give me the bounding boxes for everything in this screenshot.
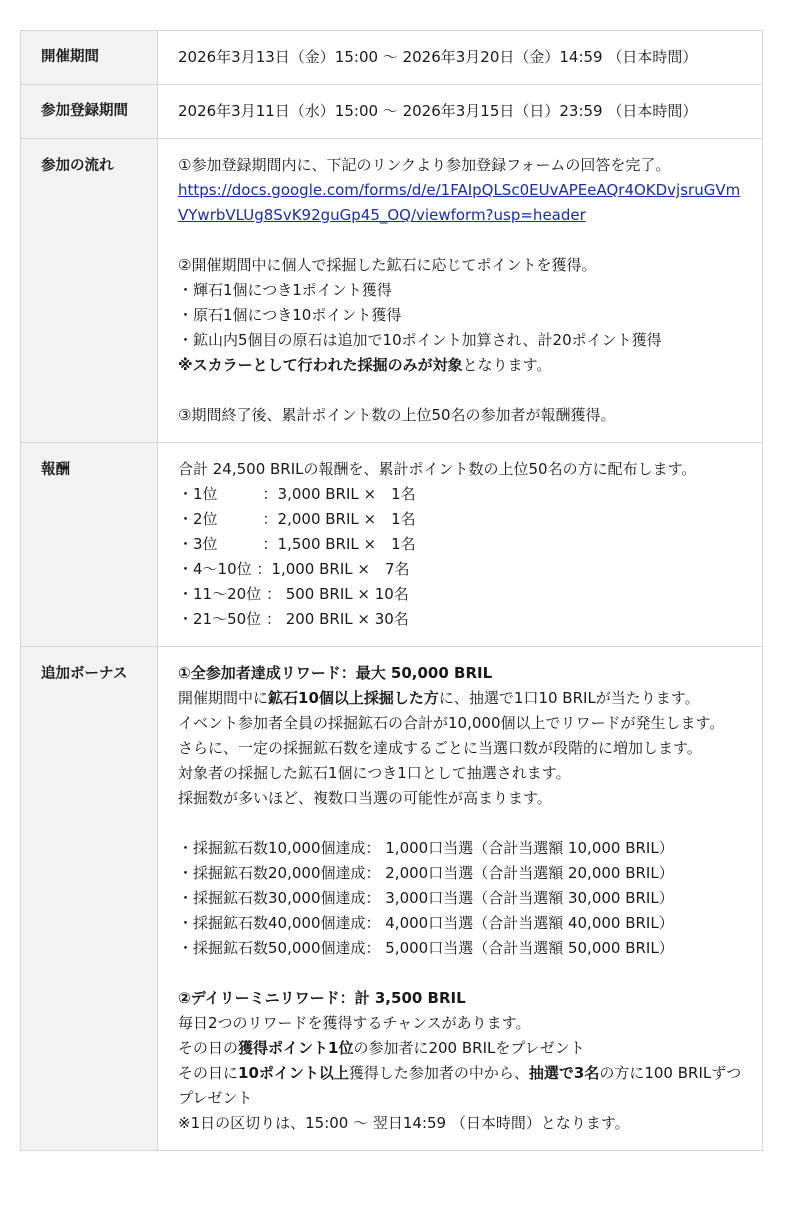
flow-item-1: ・輝石1個につき1ポイント獲得 [178, 281, 392, 299]
registration-label: 参加登録期間 [21, 85, 158, 139]
bonus2-title: ②デイリーミニリワード：計 3,500 BRIL [178, 989, 466, 1007]
reward-rank-line: ・4〜10位 ：1,000 BRIL × 7名 [178, 560, 410, 578]
flow-item-3: ・鉱山内5個目の原石は追加で10ポイント加算され、計20ポイント獲得 [178, 331, 662, 349]
period-label: 開催期間 [21, 31, 158, 85]
reward-rank-line: ・11〜20位 ： 500 BRIL × 10名 [178, 585, 409, 603]
bonus1-line4: 対象者の採掘した鉱石1個につき1口として抽選されます。 [178, 764, 571, 782]
bonus1-line5: 採掘数が多いほど、複数口当選の可能性が高まります。 [178, 789, 552, 807]
reward-rank-line: ・2位 ：2,000 BRIL × 1名 [178, 510, 416, 528]
bonus1-line2: イベント参加者全員の採掘鉱石の合計が10,000個以上でリワードが発生します。 [178, 714, 725, 732]
registration-form-link[interactable]: https://docs.google.com/forms/d/e/1FAIpQLSc0EUvAPEeAQr4OKDvjsruGVmVYwrbVLUg8SvK92guGp45_OQ/viewform?usp=header [178, 181, 741, 224]
reward-label: 報酬 [21, 443, 158, 647]
flow-step3: ③期間終了後、累計ポイント数の上位50名の参加者が報酬獲得。 [178, 406, 616, 424]
event-details-table [20, 30, 763, 1151]
reward-rank-line: ・3位 ：1,500 BRIL × 1名 [178, 535, 416, 553]
registration-value: 2026年3月11日（水）15:00 〜 2026年3月15日（日）23:59 （日本時間） [178, 102, 698, 120]
bonus-tier: ・採掘鉱石数30,000個達成： 3,000口当選（合計当選額 30,000 BRIL） [178, 889, 674, 907]
bonus2-line2: その日の獲得ポイント1位の参加者に200 BRILをプレゼント [178, 1039, 585, 1057]
flow-label: 参加の流れ [21, 139, 158, 443]
bonus2-line3: その日に10ポイント以上獲得した参加者の中から、抽選で3名の方に100 BRILずつプレゼント [178, 1064, 742, 1107]
row-registration [21, 85, 763, 139]
bonus2-line4: ※1日の区切りは、15:00 〜 翌日14:59 （日本時間）となります。 [178, 1114, 630, 1132]
bonus1-title: ①全参加者達成リワード：最大 50,000 BRIL [178, 664, 493, 682]
flow-step2: ②開催期間中に個人で採掘した鉱石に応じてポイントを獲得。 [178, 256, 597, 274]
row-reward [21, 443, 763, 647]
period-value: 2026年3月13日（金）15:00 〜 2026年3月20日（金）14:59 （日本時間） [178, 48, 698, 66]
bonus-label: 追加ボーナス [21, 647, 158, 1151]
event-details [20, 30, 762, 1151]
flow-note [178, 353, 750, 378]
bonus-tier: ・採掘鉱石数40,000個達成： 4,000口当選（合計当選額 40,000 BRIL） [178, 914, 674, 932]
reward-intro: 合計 24,500 BRILの報酬を、累計ポイント数の上位50名の方に配布します。 [178, 460, 697, 478]
bonus-tier: ・採掘鉱石数50,000個達成： 5,000口当選（合計当選額 50,000 BRIL） [178, 939, 674, 957]
flow-item-2: ・原石1個につき10ポイント獲得 [178, 306, 402, 324]
row-period [21, 31, 763, 85]
bonus-tier: ・採掘鉱石数10,000個達成： 1,000口当選（合計当選額 10,000 BRIL） [178, 839, 674, 857]
flow-note-rest: となります。 [462, 356, 552, 374]
bonus-tier: ・採掘鉱石数20,000個達成： 2,000口当選（合計当選額 20,000 BRIL） [178, 864, 674, 882]
flow-step1: ①参加登録期間内に、下記のリンクより参加登録フォームの回答を完了。 [178, 156, 671, 174]
row-flow [21, 139, 763, 443]
row-bonus [21, 647, 763, 1151]
bonus1-line3: さらに、一定の採掘鉱石数を達成するごとに当選口数が段階的に増加します。 [178, 739, 702, 757]
reward-rank-line: ・1位 ：3,000 BRIL × 1名 [178, 485, 416, 503]
flow-note-bold: ※スカラーとして行われた採掘のみが対象 [178, 356, 463, 374]
bonus1-line1: 開催期間中に鉱石10個以上採掘した方に、抽選で1口10 BRILが当たります。 [178, 689, 700, 707]
reward-rank-line: ・21〜50位 ： 200 BRIL × 30名 [178, 610, 409, 628]
bonus2-line1: 毎日2つのリワードを獲得するチャンスがあります。 [178, 1014, 531, 1032]
